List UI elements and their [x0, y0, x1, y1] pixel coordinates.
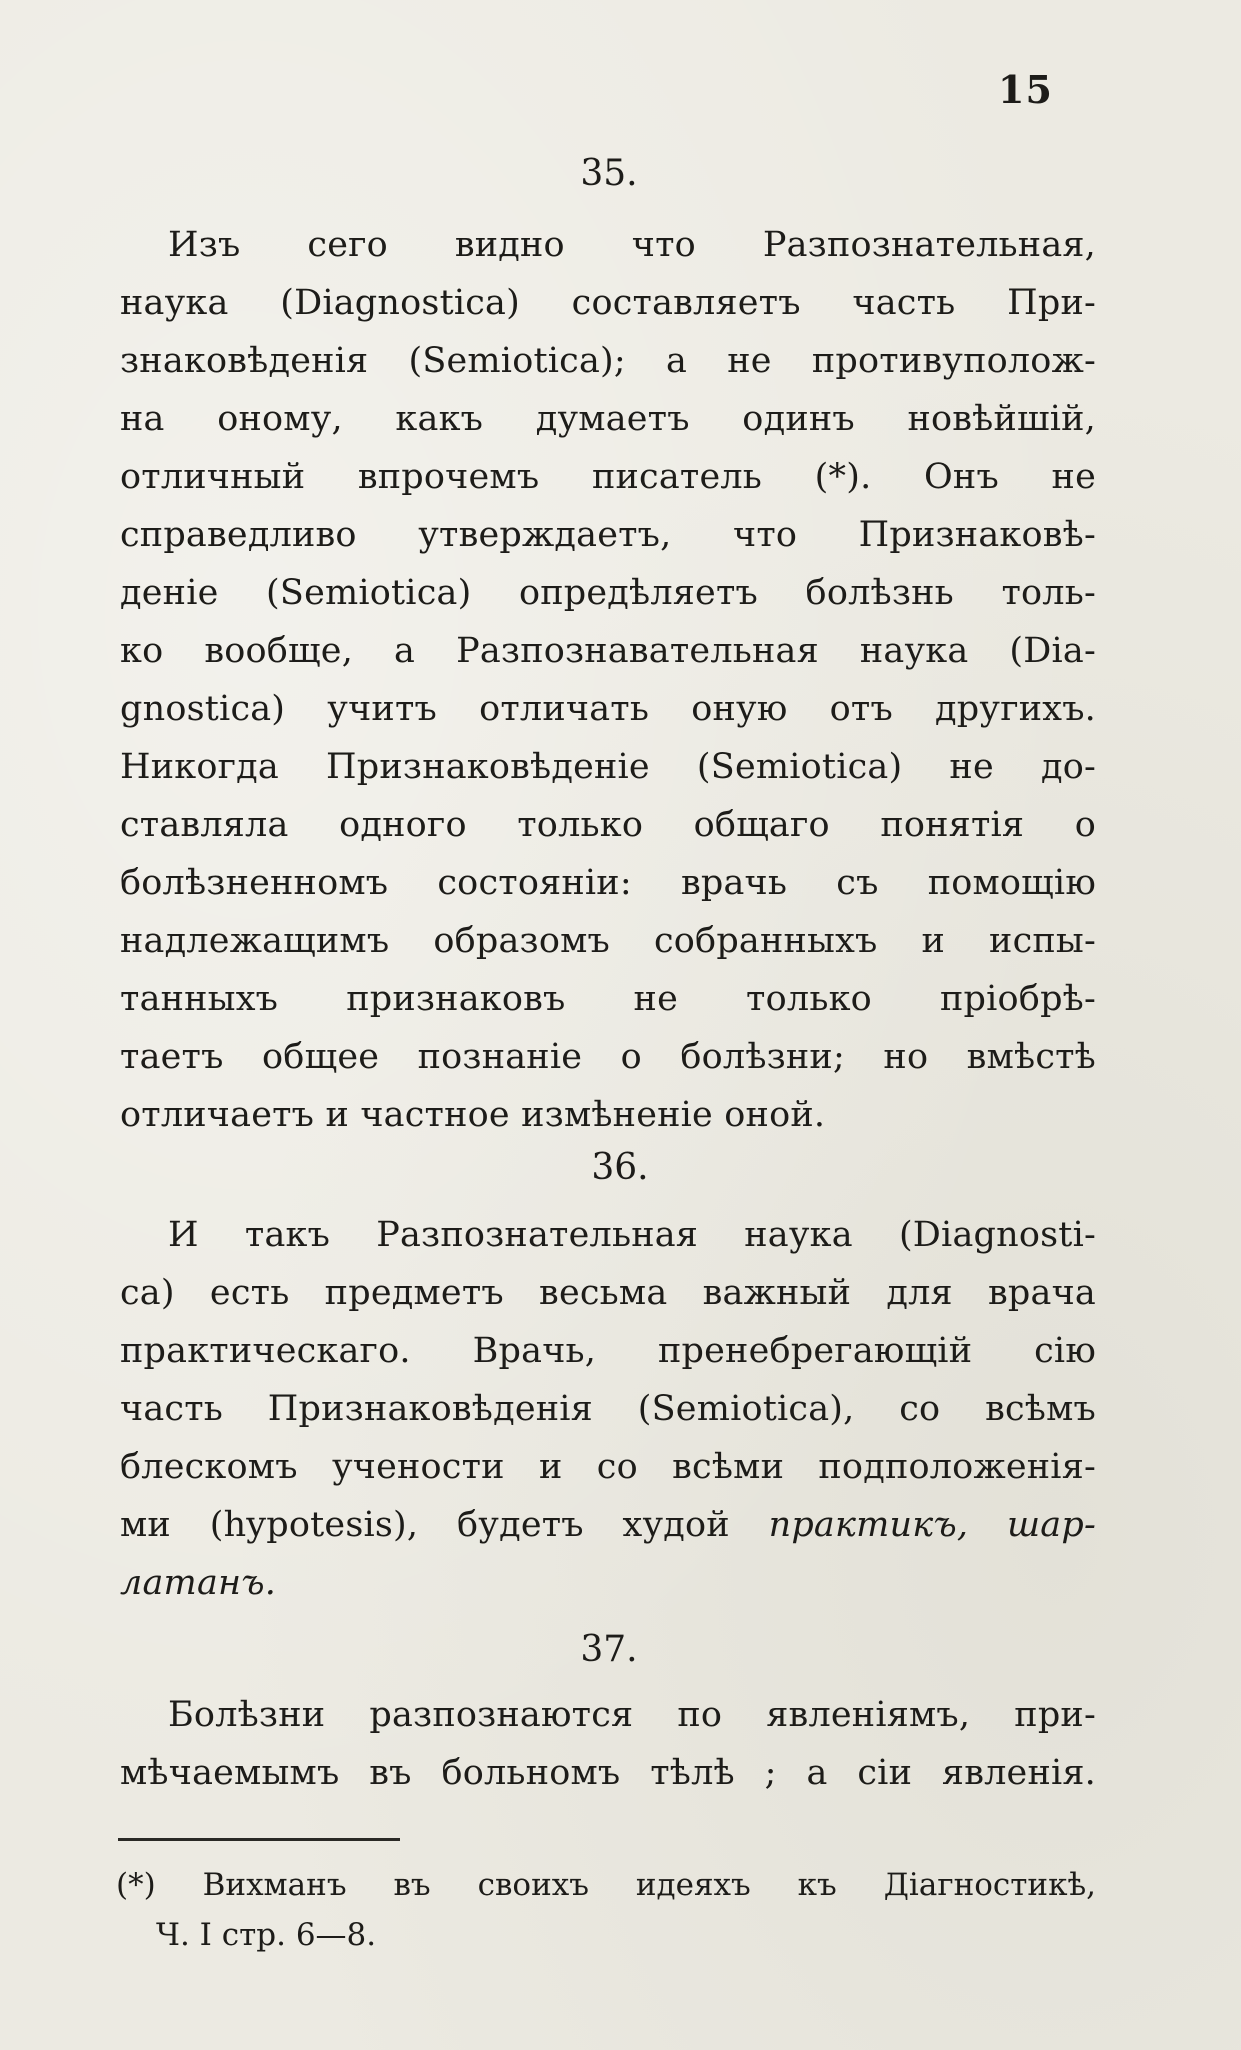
- text-line: знаковѣденія (Semiotica); а не противуполож-: [120, 341, 1096, 381]
- footnote: [116, 1860, 1096, 1960]
- text-line: Болѣзни разпознаются по явленіямъ, при-: [168, 1695, 1096, 1735]
- text-line: болѣзненномъ состояніи: врачь съ помощію: [120, 863, 1096, 903]
- section-35-text: [120, 216, 1096, 1144]
- text-line: танныхъ признаковъ не только пріобрѣ-: [120, 979, 1096, 1019]
- text-line: блескомъ учености и со всѣми подположенія-: [120, 1447, 1096, 1487]
- footnote-line: Ч. I стр. 6—8.: [156, 1917, 377, 1953]
- section-number-36: 36.: [591, 1147, 649, 1188]
- footnote-line: (*) Вихманъ въ своихъ идеяхъ къ Діагностикѣ,: [116, 1867, 1096, 1903]
- text-line: ca) есть предметъ весьма важный для врача: [120, 1273, 1096, 1313]
- section-36-text: [120, 1206, 1096, 1612]
- text-line: надлежащимъ образомъ собранныхъ и испы-: [120, 921, 1096, 961]
- text-line: gnostica) учитъ отличать оную отъ другихъ.: [120, 689, 1096, 729]
- text-line: отличный впрочемъ писатель (*). Онъ не: [120, 457, 1096, 497]
- text-line: Никогда Признаковѣденіе (Semiotica) не до-: [120, 747, 1096, 787]
- text-line-start: ми (hypotesis), будетъ худой: [120, 1505, 730, 1545]
- italic-term: латанъ.: [120, 1563, 277, 1603]
- page-number: 15: [998, 67, 1053, 112]
- text-line: ко вообще, а Разпознавательная наука (Dia-: [120, 631, 1096, 671]
- text-line: мѣчаемымъ въ больномъ тѣлѣ ; а сіи явленія.: [120, 1753, 1096, 1793]
- text-line: практическаго. Врачь, пренебрегающій сію: [120, 1331, 1096, 1371]
- text-line: [120, 1496, 1096, 1554]
- text-line: справедливо утверждаетъ, что Признаковѣ-: [120, 515, 1096, 555]
- text-line: [120, 1554, 1096, 1612]
- footnote-divider: [118, 1838, 400, 1841]
- text-line: ставляла одного только общаго понятія о: [120, 805, 1096, 845]
- text-line: отличаетъ и частное измѣненіе оной.: [120, 1095, 826, 1135]
- italic-term: практикъ, шар-: [768, 1505, 1096, 1545]
- text-line: наука (Diagnostica) составляетъ часть При-: [120, 283, 1096, 323]
- text-line: Изъ сего видно что Разпознательная,: [168, 225, 1096, 265]
- section-37-text: [120, 1686, 1096, 1802]
- text-line: И такъ Разпознательная наука (Diagnosti-: [168, 1215, 1096, 1255]
- text-line: на оному, какъ думаетъ одинъ новѣйшій,: [120, 399, 1096, 439]
- section-number-37: 37.: [580, 1629, 638, 1670]
- text-line: часть Признаковѣденія (Semiotica), со всѣмъ: [120, 1389, 1096, 1429]
- text-line: деніе (Semiotica) опредѣляетъ болѣзнь толь-: [120, 573, 1096, 613]
- text-line: таетъ общее познаніе о болѣзни; но вмѣстѣ: [120, 1037, 1096, 1077]
- section-number-35: 35.: [580, 153, 638, 194]
